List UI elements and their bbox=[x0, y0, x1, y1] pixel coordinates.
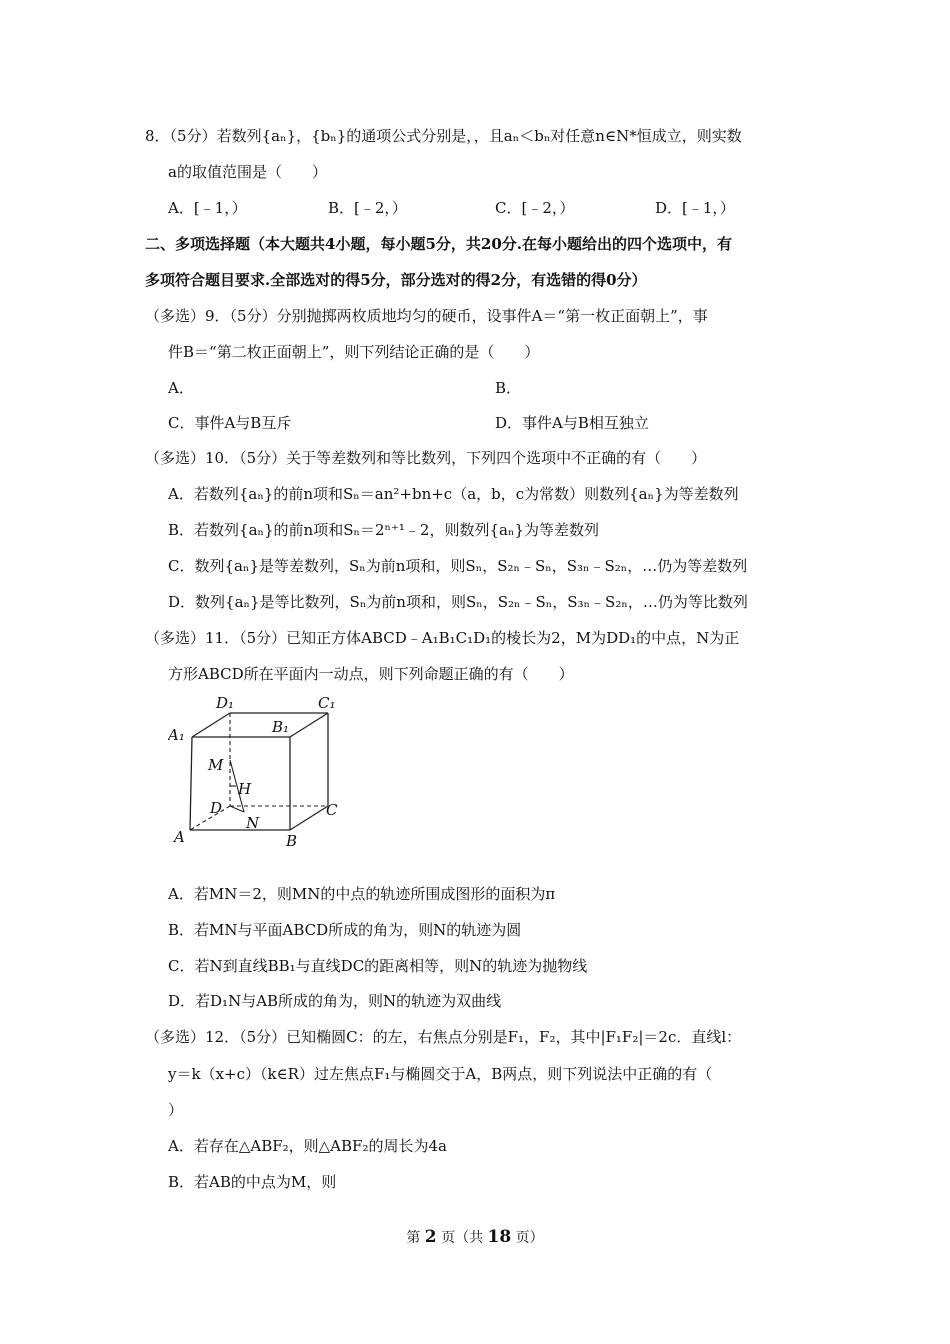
label-m: M bbox=[208, 756, 224, 774]
q12-option-a: A．若存在△ABF₂，则△ABF₂的周长为4a bbox=[168, 1137, 447, 1155]
q11-option-c: C．若N到直线BB₁与直线DC的距离相等，则N的轨迹为抛物线 bbox=[168, 957, 588, 975]
q8-option-d: D．[﹣1，） bbox=[655, 199, 735, 217]
label-d1: D₁ bbox=[216, 694, 235, 712]
footer-page-number: 2 bbox=[424, 1227, 437, 1247]
q9-option-b: B． bbox=[495, 379, 522, 397]
section2-heading-line2: 多项符合题目要求.全部选对的得5分，部分选对的得2分，有选错的得0分） bbox=[145, 271, 647, 289]
label-n: N bbox=[246, 814, 260, 832]
footer-prefix: 第 bbox=[406, 1230, 421, 1246]
q9-stem-line2: 件B＝“第二枚正面朝上”，则下列结论正确的是（ ） bbox=[168, 343, 540, 361]
q8-stem-line1: 8．（5分）若数列{aₙ}，{bₙ}的通项公式分别是，，且aₙ＜bₙ对任意n∈N*恒成立，则实数 bbox=[145, 127, 742, 145]
label-b1: B₁ bbox=[272, 718, 290, 736]
q8-stem-line2: a的取值范围是（ ） bbox=[168, 163, 327, 181]
edge-c1-b1 bbox=[290, 713, 328, 737]
q9-option-c: C．事件A与B互斥 bbox=[168, 414, 292, 432]
q12-option-b: B．若AB的中点为M，则 bbox=[168, 1173, 337, 1191]
q11-stem-line1: （多选）11．（5分）已知正方体ABCD﹣A₁B₁C₁D₁的棱长为2，M为DD₁的中点，N为正 bbox=[145, 629, 740, 647]
q8-option-c: C．[﹣2，） bbox=[495, 199, 575, 217]
footer-total-pages: 18 bbox=[487, 1227, 512, 1247]
cube-figure bbox=[168, 690, 358, 850]
edge-c-b bbox=[290, 806, 328, 830]
label-a1: A₁ bbox=[168, 726, 185, 744]
q11-option-a: A．若MN＝2，则MN的中点的轨迹所围成图形的面积为π bbox=[168, 885, 556, 903]
section2-heading-line1: 二、多项选择题（本大题共4小题，每小题5分，共20分.在每小题给出的四个选项中，有 bbox=[145, 235, 732, 253]
q11-option-b: B．若MN与平面ABCD所成的角为，则N的轨迹为圆 bbox=[168, 921, 522, 939]
label-d: D bbox=[210, 799, 223, 817]
page-footer bbox=[0, 1227, 950, 1247]
label-a: A bbox=[174, 828, 185, 846]
q12-stem-line3: ） bbox=[168, 1101, 184, 1119]
q10-option-a: A．若数列{aₙ}的前n项和Sₙ＝an²+bn+c（a，b，c为常数）则数列{aₙ}为等差数列 bbox=[168, 485, 739, 503]
q9-option-d: D．事件A与B相互独立 bbox=[495, 414, 649, 432]
q10-option-b: B．若数列{aₙ}的前n项和Sₙ＝2ⁿ⁺¹﹣2，则数列{aₙ}为等差数列 bbox=[168, 521, 599, 539]
q12-stem-line1: （多选）12．（5分）已知椭圆C：的左，右焦点分别是F₁，F₂，其中|F₁F₂|＝2c．直线l： bbox=[145, 1028, 742, 1046]
q11-option-d: D．若D₁N与AB所成的角为，则N的轨迹为双曲线 bbox=[168, 992, 502, 1010]
q12-stem-line2: y＝k（x+c）（k∈R）过左焦点F₁与椭圆交于A，B两点，则下列说法中正确的有（ bbox=[168, 1065, 713, 1083]
q9-stem-line1: （多选）9．（5分）分别抛掷两枚质地均匀的硬币，设事件A＝“第一枚正面朝上”，事 bbox=[145, 307, 708, 325]
label-b: B bbox=[286, 832, 298, 850]
edge-a-a1 bbox=[190, 737, 192, 830]
footer-middle: 页（共 bbox=[441, 1230, 484, 1246]
q8-option-b: B．[﹣2，） bbox=[328, 199, 407, 217]
footer-suffix: 页） bbox=[515, 1230, 544, 1246]
label-c: C bbox=[326, 801, 338, 819]
segment-d-n bbox=[230, 806, 244, 812]
q10-option-d: D．数列{aₙ}是等比数列，Sₙ为前n项和，则Sₙ，S₂ₙ﹣Sₙ，S₃ₙ﹣S₂ₙ，…仍为等比数列 bbox=[168, 593, 748, 611]
q9-option-a: A． bbox=[168, 379, 194, 397]
label-c1: C₁ bbox=[318, 694, 336, 712]
q11-stem-line2: 方形ABCD所在平面内一动点，则下列命题正确的有（ ） bbox=[168, 665, 574, 683]
label-h: H bbox=[238, 780, 252, 798]
edge-a1-d1 bbox=[192, 713, 230, 737]
q8-option-a: A．[﹣1，） bbox=[168, 199, 247, 217]
q10-stem: （多选）10．（5分）关于等差数列和等比数列，下列四个选项中不正确的有（ ） bbox=[145, 449, 707, 467]
q10-option-c: C．数列{aₙ}是等差数列，Sₙ为前n项和，则Sₙ，S₂ₙ﹣Sₙ，S₃ₙ﹣S₂ₙ，…仍为等差数列 bbox=[168, 557, 748, 575]
